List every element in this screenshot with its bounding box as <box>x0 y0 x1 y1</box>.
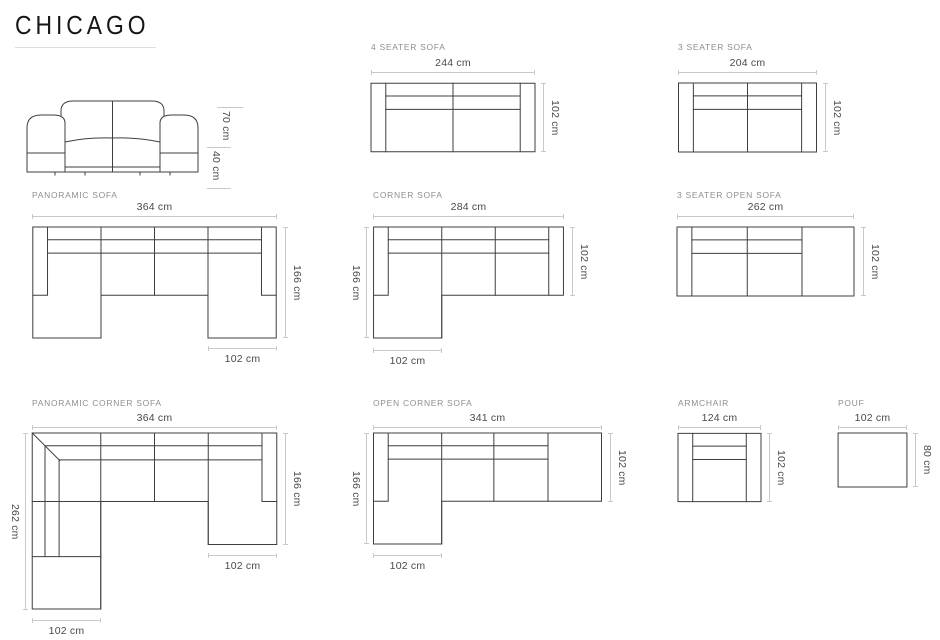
height-tick-seat <box>207 147 231 148</box>
chaise-width-dimension <box>373 350 442 369</box>
side-depth-dimension <box>349 433 367 544</box>
3-seater-drawing <box>678 83 817 152</box>
dimension-line <box>366 433 367 544</box>
leg-width-dimension <box>32 620 101 639</box>
panoramic-corner-drawing <box>32 433 277 609</box>
corner-sofa-drawing <box>373 227 564 338</box>
width-value: 364 cm <box>136 412 173 424</box>
seat-dividers <box>442 227 495 338</box>
depth-dimension <box>825 83 843 152</box>
backrest-lines <box>693 446 747 459</box>
product-label: PANORAMIC CORNER SOFA <box>32 398 162 408</box>
width-value: 204 cm <box>729 57 766 69</box>
seat-dividers <box>442 433 548 544</box>
backrest-lines <box>388 446 548 459</box>
corner-diagonal <box>32 433 60 461</box>
width-dimension <box>371 53 535 73</box>
width-dimension <box>678 53 817 73</box>
product-label: OPEN CORNER SOFA <box>373 398 473 408</box>
outline <box>374 227 564 338</box>
width-dimension <box>32 197 277 217</box>
width-value: 124 cm <box>701 412 738 424</box>
depth-value: 80 cm <box>921 445 933 475</box>
dimension-line <box>285 433 286 545</box>
dimension-line <box>373 350 442 351</box>
outline <box>678 433 761 501</box>
product-label: CORNER SOFA <box>373 190 443 200</box>
left-depth-dimension <box>8 433 26 610</box>
dimension-line <box>208 555 277 556</box>
width-dimension <box>677 197 854 217</box>
sofa-front-view-drawing <box>25 95 200 175</box>
dimension-line <box>678 72 817 73</box>
backrest-lines <box>388 240 548 253</box>
dimension-line <box>32 427 277 428</box>
leg-width-value: 102 cm <box>48 625 85 637</box>
depth-dimension <box>863 227 881 296</box>
open-corner-drawing <box>373 433 602 544</box>
depth-value: 102 cm <box>578 243 590 280</box>
title-underline <box>15 47 156 48</box>
dimension-line <box>208 348 277 349</box>
dimension-line <box>373 555 442 556</box>
product-label: PANORAMIC SOFA <box>32 190 118 200</box>
side-depth-value: 166 cm <box>350 470 362 507</box>
depth-value: 102 cm <box>616 449 628 486</box>
dimension-line <box>838 427 907 428</box>
side-depth-value: 166 cm <box>350 264 362 301</box>
depth-value: 166 cm <box>291 264 303 301</box>
product-label: 4 SEATER SOFA <box>371 42 446 52</box>
overall-height-dimension: 70 cm <box>220 111 232 141</box>
product-label: POUF <box>838 398 865 408</box>
width-dimension <box>32 408 277 428</box>
depth-dimension <box>572 227 590 296</box>
dimension-line <box>285 227 286 338</box>
dimension-line <box>915 433 916 487</box>
seat-dividers <box>101 227 208 338</box>
dimension-line <box>678 427 761 428</box>
depth-dimension <box>543 83 561 152</box>
outline <box>373 433 601 544</box>
product-front-view <box>25 95 245 195</box>
width-dimension <box>373 197 564 217</box>
depth-value: 102 cm <box>869 243 881 280</box>
armrest-lines <box>374 227 549 295</box>
depth-dimension <box>769 433 787 502</box>
chaise-width-dimension <box>208 555 277 574</box>
side-depth-dimension <box>349 227 367 338</box>
seat-height-dimension: 40 cm <box>210 151 222 181</box>
width-value: 102 cm <box>854 412 891 424</box>
armrest-lines <box>262 433 277 502</box>
dimension-line <box>32 216 277 217</box>
width-value: 262 cm <box>747 201 784 213</box>
armrest-lines <box>693 433 747 501</box>
depth-value: 102 cm <box>831 99 843 136</box>
dimension-line <box>572 227 573 296</box>
right-armrest <box>160 115 198 172</box>
seat-dividers <box>747 227 802 296</box>
dimension-line <box>32 620 101 621</box>
dimension-line <box>373 216 564 217</box>
depth-value: 102 cm <box>549 99 561 136</box>
dimension-line <box>677 216 854 217</box>
depth-value: 102 cm <box>775 449 787 486</box>
dimension-line <box>543 83 544 152</box>
dimension-line <box>769 433 770 502</box>
panoramic-drawing <box>32 227 277 338</box>
outline <box>838 433 907 487</box>
width-dimension <box>838 408 907 428</box>
dimension-line <box>25 433 26 610</box>
outline <box>677 227 854 296</box>
width-value: 284 cm <box>450 201 487 213</box>
dimension-line <box>373 427 602 428</box>
dimension-line <box>371 72 535 73</box>
product-label: 3 SEATER OPEN SOFA <box>677 190 782 200</box>
width-value: 244 cm <box>435 57 471 69</box>
dimension-line <box>863 227 864 296</box>
chaise-width-value: 102 cm <box>224 353 261 365</box>
chaise-width-dimension <box>208 348 277 367</box>
left-depth-value: 262 cm <box>9 503 21 540</box>
right-depth-dimension <box>285 433 303 545</box>
dimension-line <box>366 227 367 338</box>
4-seater-drawing <box>371 83 535 152</box>
product-label: 3 SEATER SOFA <box>678 42 753 52</box>
armchair-drawing <box>678 433 761 502</box>
width-dimension <box>373 408 602 428</box>
depth-dimension <box>915 433 933 487</box>
width-value: 364 cm <box>136 201 173 213</box>
depth-dimension <box>610 433 628 502</box>
armrest-lines <box>373 433 388 501</box>
width-value: 341 cm <box>469 412 506 424</box>
right-depth-value: 166 cm <box>291 471 303 507</box>
product-label: ARMCHAIR <box>678 398 729 408</box>
chaise-width-dimension <box>373 555 442 574</box>
dimension-line <box>610 433 611 502</box>
3-seater-open-drawing <box>677 227 854 296</box>
width-dimension <box>678 408 761 428</box>
chaise-width-value: 102 cm <box>224 560 261 572</box>
left-armrest <box>27 115 65 172</box>
pouf-drawing <box>838 433 907 487</box>
chaise-width-value: 102 cm <box>389 560 426 572</box>
chaise-width-value: 102 cm <box>389 355 426 367</box>
page-title: CHICAGO <box>15 10 150 40</box>
height-tick-top <box>217 107 243 108</box>
depth-dimension <box>285 227 303 338</box>
height-tick-floor <box>207 188 231 189</box>
dimension-line <box>825 83 826 152</box>
